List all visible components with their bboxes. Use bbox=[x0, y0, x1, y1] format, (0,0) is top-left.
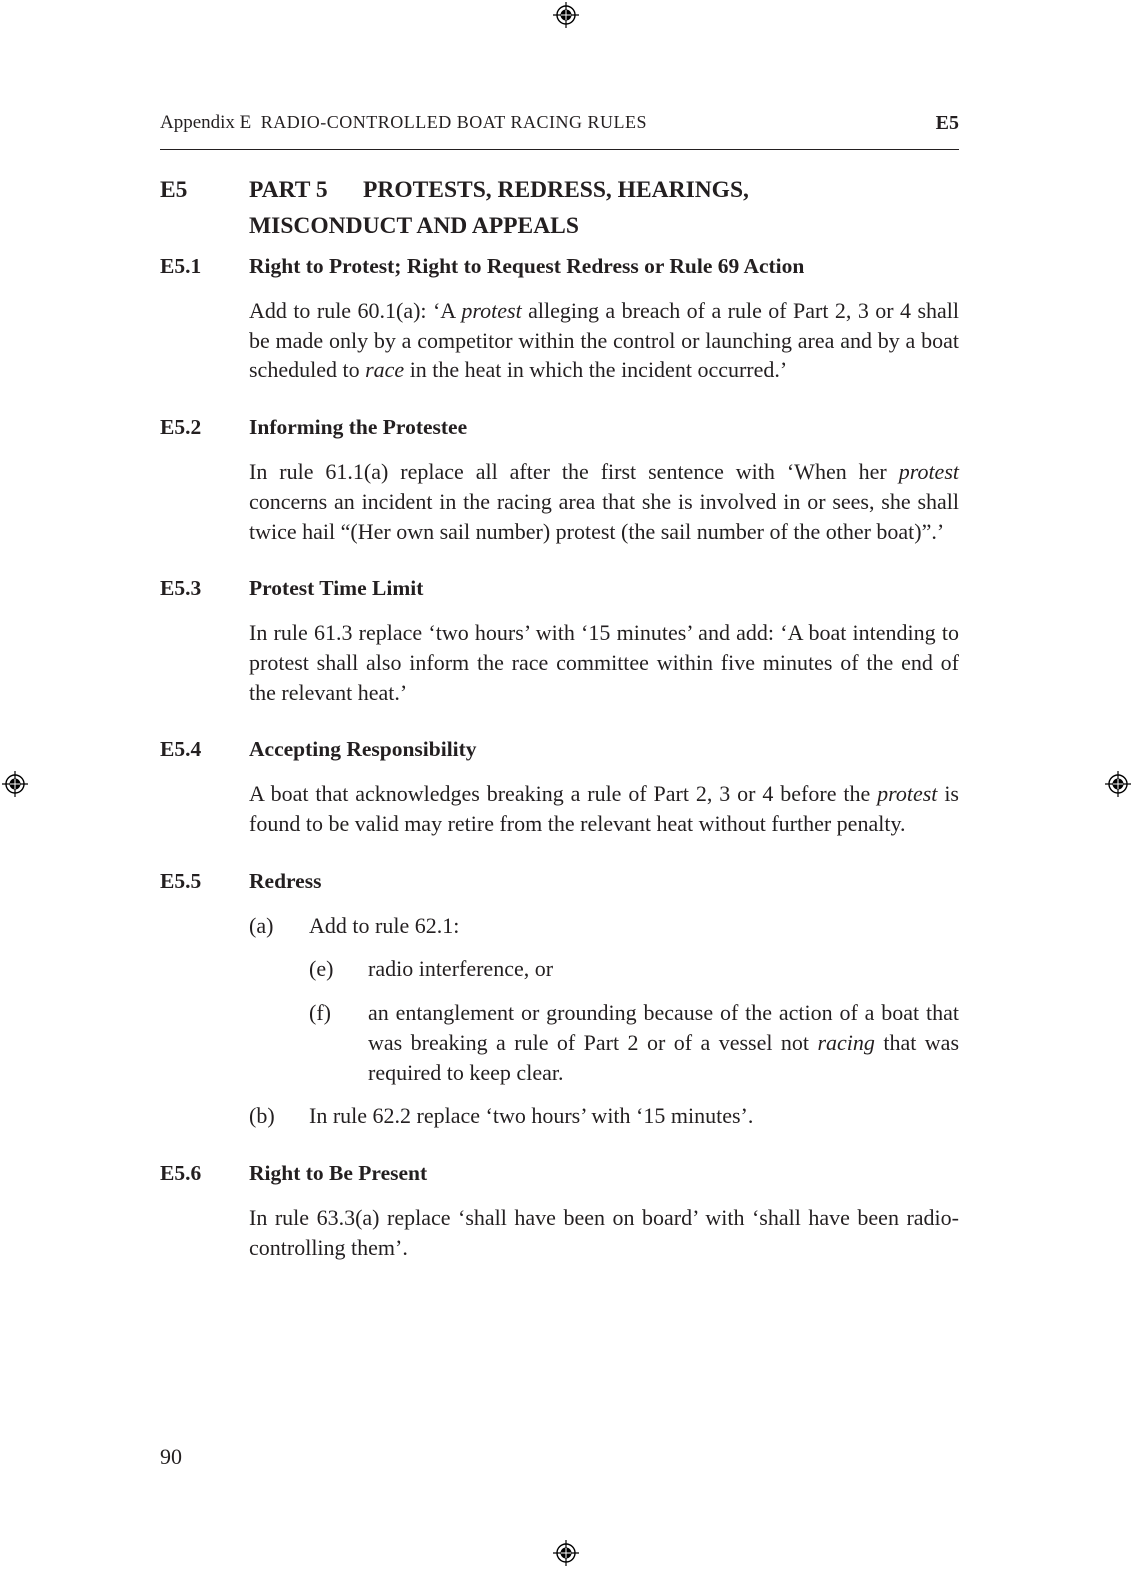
rule-section bbox=[160, 252, 959, 385]
list-label: (a) bbox=[249, 912, 274, 938]
section-heading bbox=[160, 252, 959, 282]
list-text bbox=[368, 954, 959, 984]
part-title: PROTESTS, REDRESS, HEARINGS, MISCONDUCT AND APPEALS bbox=[249, 177, 749, 239]
paragraph bbox=[249, 1203, 959, 1262]
rule-section bbox=[160, 574, 959, 707]
section-title: Informing the Protestee bbox=[249, 415, 468, 440]
list-text bbox=[368, 998, 959, 1087]
section-title: Right to Be Present bbox=[249, 1160, 428, 1185]
defined-term: racing bbox=[817, 1029, 875, 1055]
section-number: E5.5 bbox=[160, 868, 202, 893]
text-run: radio interference, or bbox=[368, 956, 554, 982]
list-text bbox=[309, 1101, 959, 1131]
header-rule bbox=[160, 149, 959, 150]
rule-section bbox=[160, 867, 959, 1131]
sub-list-item bbox=[160, 998, 959, 1087]
page-number: 90 bbox=[160, 1444, 182, 1469]
section-number: E5.1 bbox=[160, 254, 202, 278]
text-run: In rule 61.3 replace ‘two hours’ with ‘15 minutes’ and add: ‘A boat intending to protest shall also inform the race committee within five minutes of the end of the relevant heat.’ bbox=[249, 620, 959, 705]
paragraph bbox=[249, 457, 959, 546]
section-heading bbox=[160, 867, 959, 897]
registration-mark-icon bbox=[2, 771, 28, 797]
part-label: E5 bbox=[160, 177, 188, 203]
text-run: In rule 62.2 replace ‘two hours’ with ‘15 minutes’. bbox=[309, 1103, 754, 1129]
section-title: Protest Time Limit bbox=[249, 576, 424, 601]
text-run: Add to rule 60.1(a): ‘A bbox=[249, 298, 462, 323]
section-title: Accepting Responsibility bbox=[249, 737, 477, 762]
registration-mark-icon bbox=[553, 1540, 579, 1566]
section-number: E5.4 bbox=[160, 737, 202, 762]
text-run: an entanglement or grounding because of the action of a boat that was breaking a rule of Part 2 or of a vessel not bbox=[368, 1000, 959, 1055]
sub-list-item bbox=[160, 954, 959, 984]
text-run: Add to rule 62.1: bbox=[309, 912, 460, 938]
section-title: Redress bbox=[249, 868, 322, 893]
list-item bbox=[160, 1101, 959, 1131]
section-heading bbox=[160, 574, 959, 604]
header-appendix: Appendix E bbox=[160, 112, 252, 133]
text-run: In rule 61.1(a) replace all after the first sentence with ‘When her bbox=[249, 459, 899, 485]
rule-section bbox=[160, 735, 959, 838]
defined-term: protest bbox=[461, 298, 522, 323]
defined-term: protest bbox=[898, 459, 959, 485]
text-run: In rule 63.3(a) replace ‘shall have been on board’ with ‘shall have been radio-controlling them’. bbox=[249, 1204, 959, 1260]
section-number: E5.3 bbox=[160, 576, 202, 601]
section-number: E5.2 bbox=[160, 415, 202, 440]
defined-term: race bbox=[365, 357, 405, 383]
list-label: (e) bbox=[309, 956, 334, 982]
text-run: alleging a breach of a rule of Part 2, 3 or 4 shall be made only by a competitor within the control or launching area and by a boat scheduled to bbox=[249, 298, 960, 383]
rule-section bbox=[160, 1159, 959, 1262]
text-run: concerns an incident in the racing area that she is involved in or sees, she shall twice hail “(Her own sail number) protest (the sail number of the other boat)”.’ bbox=[249, 488, 959, 544]
paragraph bbox=[249, 618, 959, 707]
part-number: PART 5 bbox=[249, 177, 328, 203]
list-text bbox=[309, 911, 959, 941]
section-heading bbox=[160, 413, 959, 443]
section-number: E5.6 bbox=[160, 1160, 202, 1185]
running-header bbox=[160, 112, 959, 135]
header-code: E5 bbox=[935, 112, 959, 134]
text-run: in the heat in which the incident occurred.’ bbox=[404, 357, 788, 383]
list-label: (f) bbox=[309, 1000, 331, 1026]
rule-section bbox=[160, 413, 959, 546]
section-heading bbox=[160, 735, 959, 765]
section-title: Right to Protest; Right to Request Redress or Rule 69 Action bbox=[249, 254, 805, 278]
text-run: A boat that acknowledges breaking a rule of Part 2, 3 or 4 before the bbox=[249, 781, 878, 807]
text-run: that was required to keep clear. bbox=[368, 1029, 959, 1085]
section-heading bbox=[160, 1159, 959, 1189]
list-item bbox=[160, 911, 959, 941]
text-run: is found to be valid may retire from the relevant heat without further penalty. bbox=[249, 781, 959, 837]
paragraph bbox=[249, 296, 959, 385]
header-title: RADIO-CONTROLLED BOAT RACING RULES bbox=[260, 112, 647, 132]
defined-term: protest bbox=[877, 781, 938, 807]
paragraph bbox=[249, 779, 959, 838]
registration-mark-icon bbox=[1105, 771, 1131, 797]
document-body bbox=[160, 252, 959, 1290]
registration-mark-icon bbox=[553, 2, 579, 28]
list-label: (b) bbox=[249, 1103, 275, 1129]
